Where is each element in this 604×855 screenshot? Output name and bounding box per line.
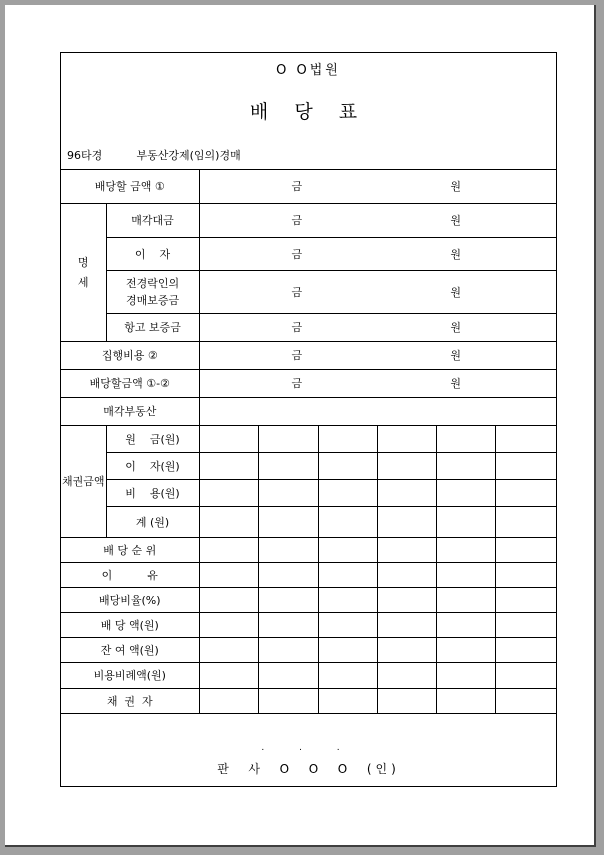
amount-cell [199,370,556,398]
label-execution-cost: 집행비용 ② [61,342,199,370]
cell [436,453,495,480]
currency-word: 금 [291,285,303,299]
label-sold-property: 매각부동산 [61,398,199,426]
row-principal [61,426,556,453]
row-dividend [61,613,556,638]
row-cost [61,480,556,507]
currency-word: 금 [291,214,303,227]
cell [436,613,495,638]
label-prior-bidder-deposit: 전경락인의 경매보증금 [106,271,199,314]
cell [258,480,318,507]
label-interest: 이 자 [106,238,199,271]
cell [495,689,556,714]
row-ratio [61,588,556,613]
row-appeal-deposit [61,314,556,342]
amount-cell [199,204,556,238]
unit-word: 원 [450,377,462,390]
cell [318,638,377,663]
cell [258,563,318,588]
cell [199,663,258,689]
cell [436,480,495,507]
cell [436,638,495,663]
label-distribution-amount: 배당할 금액 ① [61,170,199,204]
page [5,5,596,847]
cell [495,588,556,613]
cell [377,507,436,538]
row-total [61,507,556,538]
cell [495,613,556,638]
row-sale-price [61,204,556,238]
case-type: 부동산강제(임의)경매 [136,149,241,162]
label-cost: 비 용(원) [106,480,199,507]
row-execution-cost [61,342,556,370]
cell [436,426,495,453]
label-rank: 배 당 순 위 [61,538,199,563]
sold-property-cell [199,398,556,426]
cell [258,613,318,638]
signature-dots: . . . [261,743,356,753]
document-title: 배 당 표 [249,101,368,123]
case-line [67,147,241,163]
cell [258,453,318,480]
cell [199,563,258,588]
amount-cell [199,271,556,314]
cell [495,480,556,507]
cell [318,507,377,538]
cell [318,426,377,453]
label-claim-group: 채권금액 [61,426,106,538]
label-claim-interest: 이 자(원) [106,453,199,480]
cell [318,480,377,507]
unit-word: 원 [450,180,462,193]
cell [495,638,556,663]
cell [199,453,258,480]
cell [199,689,258,714]
row-reason [61,563,556,588]
label-creditor: 채 권 자 [61,689,199,714]
currency-word: 금 [291,321,303,334]
cell [318,563,377,588]
cell [199,588,258,613]
row-interest [61,238,556,271]
unit-word: 원 [450,285,462,299]
cell [495,563,556,588]
row-remainder [61,638,556,663]
cell [495,507,556,538]
cell [495,663,556,689]
amount-cell [199,342,556,370]
case-number: 96타경 [67,149,103,162]
cell [377,453,436,480]
label-detail-group: 명 세 [61,204,106,342]
cell [377,538,436,563]
label-net-amount: 배당할금액 ①-② [61,370,199,398]
cell [258,638,318,663]
cell [377,588,436,613]
row-net-amount [61,370,556,398]
cell [318,663,377,689]
cell [258,689,318,714]
cell [377,426,436,453]
label-total: 계 (원) [106,507,199,538]
unit-word: 원 [450,214,462,227]
unit-word: 원 [450,349,462,362]
cell [495,453,556,480]
cell [258,588,318,613]
row-prior-bidder-deposit [61,271,556,314]
cell [377,663,436,689]
currency-word: 금 [291,180,303,193]
label-remainder: 잔 여 액(원) [61,638,199,663]
cell [436,663,495,689]
cell [436,507,495,538]
currency-word: 금 [291,349,303,362]
cell [436,538,495,563]
label-principal: 원 금(원) [106,426,199,453]
cell [199,426,258,453]
label-dividend: 배 당 액(원) [61,613,199,638]
cell [436,563,495,588]
cell [318,453,377,480]
row-claim-interest [61,453,556,480]
row-cost-ratio [61,663,556,689]
distribution-grid [61,169,556,714]
cell [436,588,495,613]
cell [377,689,436,714]
row-distribution-amount [61,170,556,204]
cell [318,588,377,613]
cell [199,638,258,663]
cell [199,507,258,538]
cell [199,480,258,507]
judge-signature-label: 판 사 O O O (인) [217,762,400,776]
unit-word: 원 [450,247,462,261]
label-appeal-deposit: 항고 보증금 [106,314,199,342]
cell [258,426,318,453]
cell [199,613,258,638]
amount-cell [199,314,556,342]
court-name: O O법원 [276,63,341,78]
currency-word: 금 [291,247,303,261]
amount-cell [199,170,556,204]
cell [377,638,436,663]
row-sold-property [61,398,556,426]
cell [258,538,318,563]
cell [377,563,436,588]
cell [258,507,318,538]
cell [318,689,377,714]
cell [318,538,377,563]
distribution-table-form [60,52,557,787]
label-cost-ratio: 비용비례액(원) [61,663,199,689]
currency-word: 금 [291,377,303,390]
row-creditor [61,689,556,714]
unit-word: 원 [450,321,462,334]
cell [258,663,318,689]
row-rank [61,538,556,563]
judge-signature [61,760,556,777]
label-ratio: 배당비율(%) [61,588,199,613]
cell [495,426,556,453]
cell [377,480,436,507]
label-sale-price: 매각대금 [106,204,199,238]
amount-cell [199,238,556,271]
cell [318,613,377,638]
label-reason: 이 유 [61,563,199,588]
cell [199,538,258,563]
cell [436,689,495,714]
cell [495,538,556,563]
cell [377,613,436,638]
